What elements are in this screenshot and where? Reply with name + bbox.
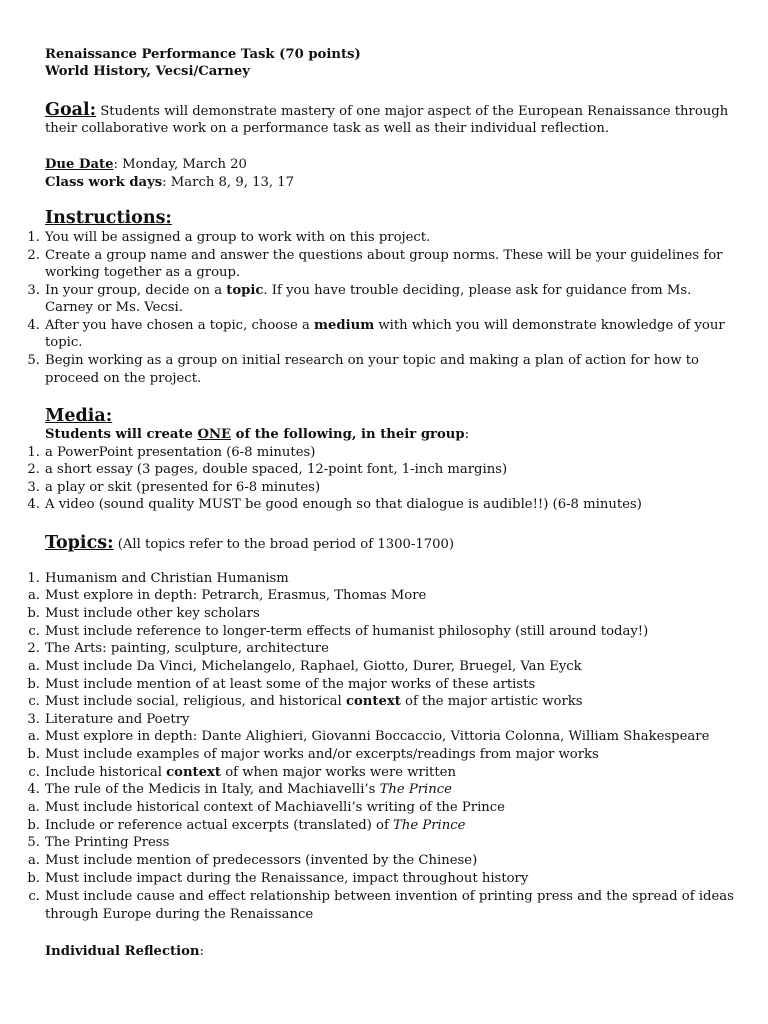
topic-2c <box>45 693 583 710</box>
list-marker: 3. <box>27 283 40 298</box>
list-marker: b. <box>27 606 40 621</box>
item-text: . If you have trouble deciding, please ask for guidance from Ms. <box>263 283 692 298</box>
reflection-colon: : <box>199 944 204 959</box>
list-marker: 4. <box>27 497 40 512</box>
topic-5c: Must include cause and effect relationship between invention of printing press and the spread of ideas <box>45 889 734 904</box>
list-marker: b. <box>27 677 40 692</box>
item-text: The rule of the Medicis in Italy, and Machiavelli’s <box>45 782 380 797</box>
intro-colon: : <box>464 427 470 442</box>
instruction-item-5: Begin working as a group on initial research on your topic and making a plan of action for how to <box>45 353 699 368</box>
item-text: Include historical <box>45 765 167 780</box>
media-item-1: a PowerPoint presentation (6-8 minutes) <box>45 445 316 460</box>
list-marker: c. <box>28 694 40 709</box>
topics-heading <box>45 533 454 553</box>
intro-text: Students will create <box>45 427 198 442</box>
media-item-2: a short essay (3 pages, double spaced, 12-point font, 1-inch margins) <box>45 462 508 477</box>
item-text: In your group, decide on a <box>45 283 227 298</box>
instruction-item-3-cont: Carney or Ms. Vecsi. <box>45 300 183 315</box>
topic-4a: Must include historical context of Machiavelli’s writing of the Prince <box>45 800 505 815</box>
media-intro <box>45 426 469 443</box>
media-heading-text: Media: <box>45 406 113 426</box>
list-marker: a. <box>27 853 40 868</box>
item-text: Include or reference actual excerpts (translated) of <box>45 818 394 833</box>
list-marker: a. <box>27 588 40 603</box>
topic-1a: Must explore in depth: Petrarch, Erasmus, Thomas More <box>45 588 427 603</box>
instruction-item-5-cont: proceed on the project. <box>45 371 202 386</box>
list-marker: a. <box>27 729 40 744</box>
due-date-label: Due Date <box>45 157 114 172</box>
topic-5c-cont: through Europe during the Renaissance <box>45 907 314 922</box>
list-marker: a. <box>27 659 40 674</box>
topic-3c <box>45 764 456 781</box>
topic-3a: Must explore in depth: Dante Alighieri, Giovanni Boccaccio, Vittoria Colonna, William Shakespeare <box>45 729 710 744</box>
instruction-item-3 <box>45 282 691 299</box>
topic-4b <box>45 817 465 834</box>
item-italic-text: The Prince <box>393 818 466 833</box>
list-marker: c. <box>28 765 40 780</box>
item-bold-text: medium <box>314 318 375 333</box>
list-marker: 1. <box>27 230 40 245</box>
reflection-label: Individual Reflection <box>45 944 200 959</box>
goal-label: Goal: <box>45 100 97 120</box>
instruction-item-4-cont: topic. <box>45 335 83 350</box>
topic-1c: Must include reference to longer-term effects of humanist philosophy (still around today!) <box>45 624 649 639</box>
topic-5: The Printing Press <box>45 835 170 850</box>
topic-5a: Must include mention of predecessors (invented by the Chinese) <box>45 853 478 868</box>
list-marker: b. <box>27 747 40 762</box>
topic-3: Literature and Poetry <box>45 712 190 727</box>
instruction-item-1: You will be assigned a group to work with on this project. <box>45 230 431 245</box>
topic-2: The Arts: painting, sculpture, architecture <box>45 641 329 656</box>
instructions-heading <box>45 208 172 228</box>
topic-1b: Must include other key scholars <box>45 606 260 621</box>
due-date-line <box>45 156 247 173</box>
item-text: After you have chosen a topic, choose a <box>45 318 315 333</box>
topic-3b: Must include examples of major works and/or excerpts/readings from major works <box>45 747 599 762</box>
instructions-heading-text: Instructions: <box>45 208 172 228</box>
item-text: with which you will demonstrate knowledge of your <box>374 318 725 333</box>
work-days-label: Class work days <box>45 175 163 190</box>
item-text: of when major works were written <box>221 765 456 780</box>
topic-2a: Must include Da Vinci, Michelangelo, Raphael, Giotto, Durer, Bruegel, Van Eyck <box>45 659 582 674</box>
topic-2b: Must include mention of at least some of the major works of these artists <box>45 677 536 692</box>
media-item-4: A video (sound quality MUST be good enough so that dialogue is audible!!) (6-8 minutes) <box>45 497 642 512</box>
intro-text: of the following, in their group <box>231 427 465 442</box>
list-marker: 3. <box>27 480 40 495</box>
course-line: World History, Vecsi/Carney <box>45 64 250 79</box>
work-days-line <box>45 174 294 191</box>
goal-line-1 <box>45 100 728 120</box>
topic-5b: Must include impact during the Renaissance, impact throughout history <box>45 871 529 886</box>
topic-4 <box>45 781 452 798</box>
list-marker: b. <box>27 871 40 886</box>
goal-text-1: Students will demonstrate mastery of one major aspect of the European Renaissance through <box>96 104 729 119</box>
topic-1: Humanism and Christian Humanism <box>45 571 289 586</box>
list-marker: c. <box>28 624 40 639</box>
list-marker: 2. <box>27 641 40 656</box>
item-text: of the major artistic works <box>400 694 583 709</box>
instruction-item-2-cont: working together as a group. <box>45 265 241 280</box>
list-marker: 4. <box>27 782 40 797</box>
due-date-value: : Monday, March 20 <box>113 157 247 172</box>
list-marker: a. <box>27 800 40 815</box>
document-title: Renaissance Performance Task (70 points) <box>45 47 361 62</box>
item-bold-text: context <box>345 694 401 709</box>
list-marker: 5. <box>27 353 40 368</box>
topics-note: (All topics refer to the broad period of 1300-1700) <box>113 537 455 552</box>
intro-emphasis: ONE <box>197 427 232 442</box>
item-text: Must include social, religious, and historical <box>45 694 346 709</box>
list-marker: b. <box>27 818 40 833</box>
topics-heading-text: Topics: <box>45 533 114 553</box>
instruction-item-4 <box>45 317 725 334</box>
goal-text-2: their collaborative work on a performance task as well as their individual reflection. <box>45 121 610 136</box>
instruction-item-2: Create a group name and answer the questions about group norms. These will be your guidelines for <box>45 248 723 263</box>
list-marker: 1. <box>27 571 40 586</box>
list-marker: 4. <box>27 318 40 333</box>
reflection-heading <box>45 943 204 960</box>
list-marker: c. <box>28 889 40 904</box>
list-marker: 2. <box>27 462 40 477</box>
list-marker: 3. <box>27 712 40 727</box>
list-marker: 2. <box>27 248 40 263</box>
list-marker: 5. <box>27 835 40 850</box>
item-italic-text: The Prince <box>379 782 452 797</box>
item-bold-text: context <box>166 765 221 780</box>
media-heading <box>45 406 112 426</box>
list-marker: 1. <box>27 445 40 460</box>
work-days-value: : March 8, 9, 13, 17 <box>162 175 295 190</box>
item-bold-text: topic <box>226 283 264 298</box>
media-item-3: a play or skit (presented for 6-8 minutes) <box>45 480 321 495</box>
